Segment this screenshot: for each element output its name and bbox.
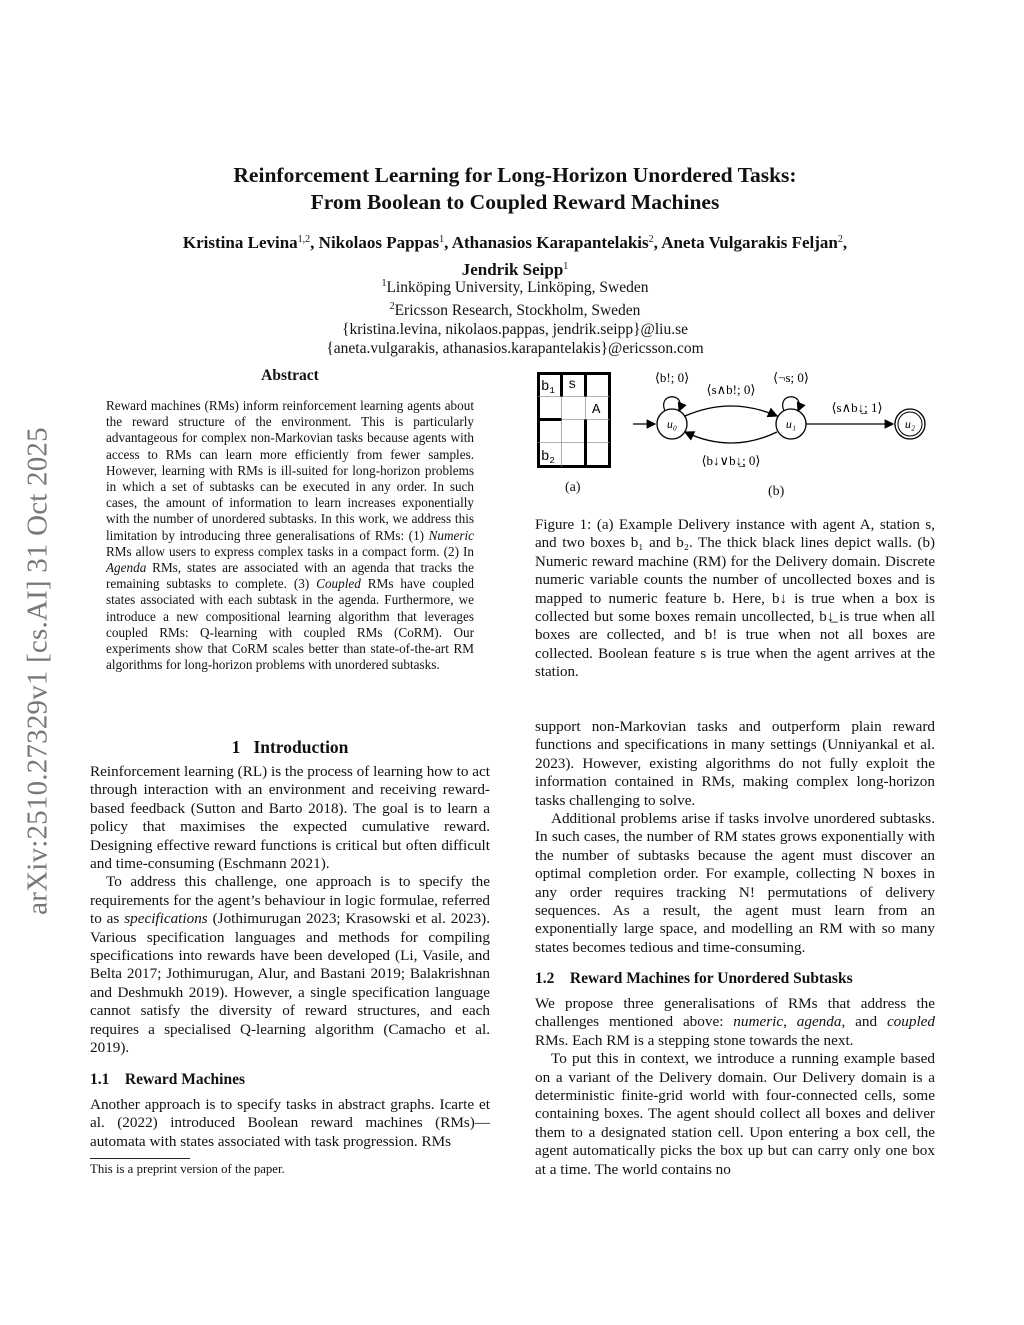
figure-1a-grid <box>537 372 611 473</box>
footnote-rule <box>90 1158 190 1159</box>
author: Jendrik Seipp$^1$ <box>461 260 569 279</box>
author: Athanasios Karapantelakis$^2$ <box>451 233 654 252</box>
agent-label: A <box>592 402 601 418</box>
state-u2-label: u₂ <box>904 417 916 431</box>
paragraph: Reinforcement learning (RL) is the process of learning how to act through interaction with an environment and receiving reward-based feedback (Sutton and Barto 2018). The goal is to learn a policy that maximises the expected cumulative reward. Designing effective reward functions is critical but often difficult and time-consuming (Eschmann 2021). <box>90 763 490 873</box>
figure-1b-label: (b) <box>768 484 785 499</box>
loop-u1-label: ⟨¬s; 0⟩ <box>773 370 809 385</box>
figure-1a-label: (a) <box>565 480 581 495</box>
paragraph: Additional problems arise if tasks involve unordered subtasks. In such cases, the number of RM states grows exponentially with the number of subtasks because the agent must discover an optimal completion order. For example, collecting N boxes in any order requires tracking N! permutations of delivery sequences. As a result, the agent must learn from an exponentially large space, and modelling an RM with so many states becomes tedious and time-consuming. <box>535 810 935 956</box>
paragraph: To put this in context, we introduce a running example based on a variant of the Delivery domain. Our Delivery domain is a deterministic finite-grid world with four-connected cells, some containing boxes. The agent should collect all boxes and deliver them to a designated station cell. Upon entering a box cell, the agent automatically picks the box up but can carry only one box at a time. The world contains no <box>535 1050 935 1178</box>
reward-machines-text: Another approach is to specify tasks in abstract graphs. Icarte et al. (2022) introduced Boolean reward machines (RMs)—automata with states associated with task progression. RMs <box>90 1096 490 1150</box>
paragraph: support non-Markovian tasks and outperform plain reward functions and specifications in many settings (Unniyankal et al. 2023). However, existing algorithms do not fully exploit the information contained in RMs, making complex long-horizon tasks challenging to solve. <box>535 718 935 809</box>
subsection-heading-unordered-subtasks: 1.2 Reward Machines for Unordered Subtasks <box>535 970 853 987</box>
email-line: {kristina.levina, nikolaos.pappas, jendrik.seipp}@liu.se <box>342 321 688 338</box>
edge-u1-u0 <box>685 432 777 443</box>
email-line: {aneta.vulgarakis, athanasios.karapantelakis}@ericsson.com <box>326 340 704 357</box>
loop-u0-label: ⟨b!; 0⟩ <box>654 370 690 385</box>
author-list: Kristina Levina$^{1,2}$, Nikolaos Pappas$^1$, Athanasios Karapantelakis$^2$, Aneta Vulgarakis Feljan$^2$, Jendrik Seipp$^1$ <box>182 233 848 279</box>
subsection-heading-reward-machines: 1.1 Reward Machines <box>90 1071 245 1088</box>
unordered-subtasks-text <box>535 995 935 1179</box>
affiliations: $^1$Linköping University, Linköping, Sweden $^2$Ericsson Research, Stockholm, Sweden {kristina.levina, nikolaos.pappas, jendrik.seipp}@liu.se {aneta.vulgarakis, athanasios.karapantelakis}@ericsson.com <box>100 274 930 358</box>
right-column-text <box>535 718 935 957</box>
abstract-heading: Abstract <box>261 367 319 384</box>
footnote: This is a preprint version of the paper. <box>90 1162 285 1176</box>
state-u1-label: u₁ <box>785 417 797 431</box>
abstract-text: Reward machines (RMs) inform reinforcement learning agents about the reward structure of the environment. This is particularly advantageous for complex non-Markovian tasks because agents with access to RMs can learn more efficiently from fewer samples. However, learning with RMs is ill-suited for long-horizon problems in which a set of subtasks can be executed in any order. In such cases, the amount of information to learn increases exponentially with the number of unordered subtasks. In this work, we address this limitation by introducing three generalisations of RMs: (1) Numeric RMs allow users to express complex tasks in a compact form. (2) In Agenda RMs, states are associated with an agenda that tracks the remaining subtasks to complete. (3) Coupled RMs have coupled states associated with each subtask in the agenda. Furthermore, we introduce a new compositional learning algorithm that leverages coupled RMs: Q-learning with coupled RMs (CoRM). Our experiments show that CoRM scales better than state-of-the-art RM algorithms for long-horizon problems with unordered subtasks. <box>106 398 474 673</box>
edge-u0-u1 <box>685 406 777 416</box>
arxiv-side-stamp: arXiv:2510.27329v1 [cs.AI] 31 Oct 2025 <box>21 426 54 915</box>
section-heading-introduction: 1 Introduction <box>231 737 349 757</box>
box-b1-label: $b_1$ <box>541 379 555 396</box>
author: Aneta Vulgarakis Feljan$^2$ <box>661 233 843 252</box>
station-label: s <box>568 377 577 393</box>
paper-title: Reinforcement Learning for Long-Horizon Unordered Tasks: From Boolean to Coupled Reward Machines <box>233 163 797 214</box>
author: Kristina Levina$^{1,2}$ <box>182 233 311 252</box>
paragraph: To address this challenge, one approach is to specify the requirements for the agent’s behaviour in logic formulae, referred to as specifications (Jothimurugan 2023; Krasowski et al. 2023). Various specification languages and methods for compiling specifications into rewards have been developed (Li, Vasile, and Belta 2017; Jothimurugan, Alur, and Bastani 2019; Balakrishnan and Deshmukh 2019). However, a single specification language cannot satisfy the diversity of reward structures, and each requires a specialised Q-learning algorithm (Camacho et al. 2019). <box>90 873 490 1057</box>
figure-1b-reward-machine <box>625 364 935 479</box>
introduction-text <box>90 763 490 1058</box>
figure-1-caption: Figure 1: (a) Example Delivery instance with agent A, station s, and two boxes b₁ and b₂. The thick black lines depict walls. (b) Numeric reward machine (RM) for the Delivery domain. Discrete numeric variable counts the number of uncollected boxes and is mapped to numeric feature b. Here, b↓ is true when a box is collected but some boxes remain uncollected, b↓̲ is true when all boxes are collected, and b! is true when not all boxes are collected. Boolean feature s is true when the agent arrives at the station. <box>535 517 935 681</box>
state-u0-label: u₀ <box>666 417 678 431</box>
box-b2-label: $b_2$ <box>541 449 555 466</box>
edge-u0-u1-label: ⟨s∧b!; 0⟩ <box>706 382 756 397</box>
author: Nikolaos Pappas$^1$ <box>318 233 445 252</box>
edge-u1-u0-label: ⟨b↓∨b↓̲; 0⟩ <box>701 453 761 468</box>
paragraph: We propose three generalisations of RMs that address the challenges mentioned above: numeric, agenda, and coupled RMs. Each RM is a stepping stone towards the next. <box>535 995 936 1049</box>
edge-u1-u2-label: ⟨s∧b↓̲; 1⟩ <box>831 400 883 415</box>
